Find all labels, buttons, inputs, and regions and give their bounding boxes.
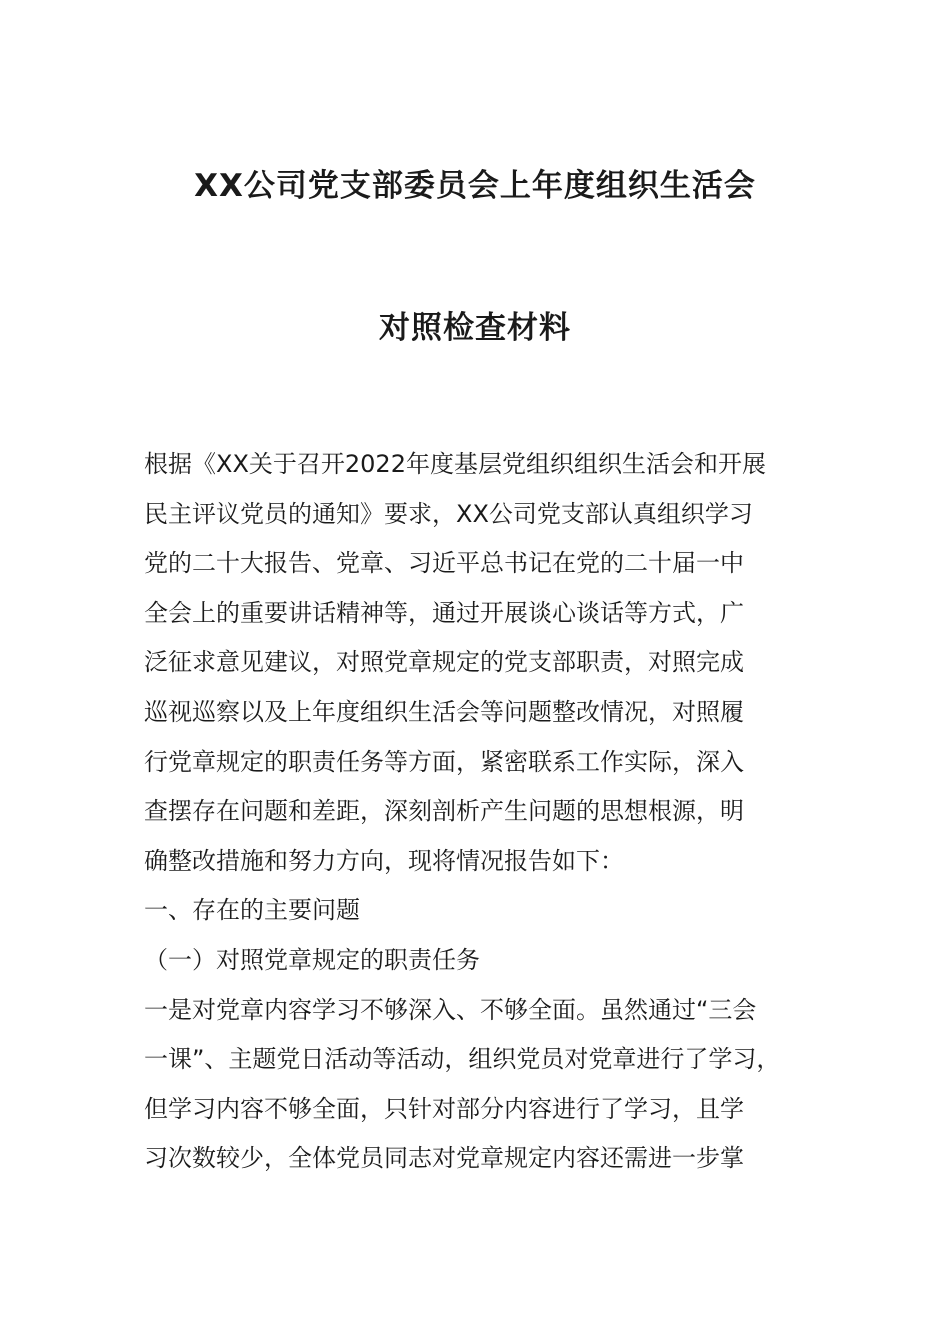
- body-line: 全会上的重要讲话精神等，通过开展谈心谈话等方式，广: [144, 598, 744, 627]
- section-heading: 一、存在的主要问题: [144, 896, 360, 925]
- body-line: 泛征求意见建议，对照党章规定的党支部职责，对照完成: [144, 648, 744, 677]
- body-line: 确整改措施和努力方向，现将情况报告如下：: [144, 846, 624, 875]
- body-line: 但学习内容不够全面，只针对部分内容进行了学习，且学: [144, 1094, 744, 1123]
- body-line: 一课”、主题党日活动等活动，组织党员对党章进行了学习，: [144, 1045, 781, 1074]
- document-title-line-1: XX公司党支部委员会上年度组织生活会: [194, 168, 756, 204]
- document-title-line-2: 对照检查材料: [379, 310, 571, 346]
- subsection-heading: （一）对照党章规定的职责任务: [144, 945, 480, 974]
- body-line: 根据《XX关于召开2022年度基层党组织组织生活会和开展: [144, 450, 766, 478]
- body-line: 民主评议党员的通知》要求，XX公司党支部认真组织学习: [144, 499, 753, 528]
- body-line: 查摆存在问题和差距，深刻剖析产生问题的思想根源，明: [144, 797, 744, 826]
- body-line: 行党章规定的职责任务等方面，紧密联系工作实际，深入: [144, 747, 744, 776]
- body-line: 一是对党章内容学习不够深入、不够全面。虽然通过“三会: [144, 995, 757, 1024]
- body-line: 党的二十大报告、党章、习近平总书记在党的二十届一中: [144, 549, 744, 578]
- document-body: [144, 440, 814, 1184]
- body-line: 习次数较少，全体党员同志对党章规定内容还需进一步掌: [144, 1144, 744, 1173]
- body-line: 巡视巡察以及上年度组织生活会等问题整改情况，对照履: [144, 697, 744, 726]
